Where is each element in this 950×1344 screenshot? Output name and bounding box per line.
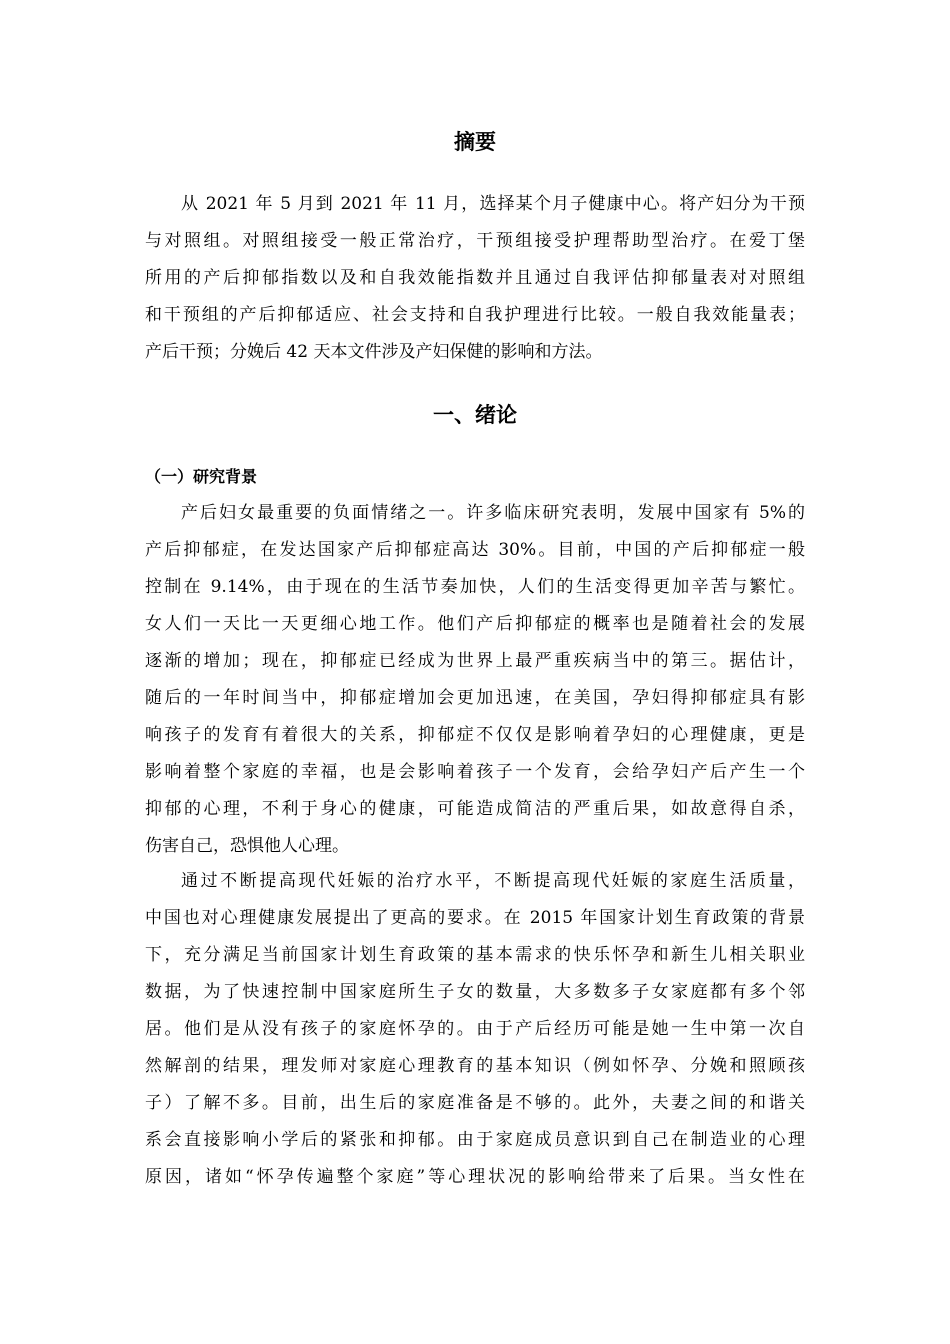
text-line: 从 2021 年 5 月到 2021 年 11 月，选择某个月子健康中心。将产妇分为干预 [181,194,805,214]
abstract-paragraph [145,186,805,371]
text-line: 中国也对心理健康发展提出了更高的要求。在 2015 年国家计划生育政策的背景 [145,908,805,928]
text-line: 随后的一年时间当中，抑郁症增加会更加迅速，在美国，孕妇得抑郁症具有影 [145,688,805,708]
text-line: 和干预组的产后抑郁适应、社会支持和自我护理进行比较。一般自我效能量表； [145,305,805,325]
body-paragraph-1 [145,495,805,865]
text-line: 女人们一天比一天更细心地工作。他们产后抑郁症的概率也是随着社会的发展 [145,614,805,634]
text-line: 影响着整个家庭的幸福，也是会影响着孩子一个发育，会给孕妇产后产生一个 [145,762,805,782]
body-paragraph-2 [145,863,805,1196]
text-line: 下，充分满足当前国家计划生育政策的基本需求的快乐怀孕和新生儿相关职业 [145,945,805,965]
text-line: 逐渐的增加；现在，抑郁症已经成为世界上最严重疾病当中的第三。据估计， [145,651,805,671]
chapter-heading: 一、绪论 [433,402,517,427]
section-heading: （一）研究背景 [145,467,258,486]
text-line: 响孩子的发育有着很大的关系，抑郁症不仅仅是影响着孕妇的心理健康，更是 [145,725,805,745]
text-line: 系会直接影响小学后的紧张和抑郁。由于家庭成员意识到自己在制造业的心理 [145,1130,805,1150]
abstract-heading: 摘要 [454,129,496,154]
text-line: 产后抑郁症，在发达国家产后抑郁症高达 30%。目前，中国的产后抑郁症一般 [145,540,805,560]
text-line: 数据，为了快速控制中国家庭所生子女的数量，大多数多子女家庭都有多个邻 [145,982,805,1002]
text-line: 所用的产后抑郁指数以及和自我效能指数并且通过自我评估抑郁量表对对照组 [145,268,805,288]
text-line: 伤害自己，恐惧他人心理。 [145,836,349,856]
text-line: 原因，诸如“怀孕传遍整个家庭”等心理状况的影响给带来了后果。当女性在 [145,1167,805,1187]
text-line: 与对照组。对照组接受一般正常治疗，干预组接受护理帮助型治疗。在爱丁堡 [145,231,805,251]
text-line: 控制在 9.14%，由于现在的生活节奏加快，人们的生活变得更加辛苦与繁忙。 [145,577,805,597]
text-line: 然解剖的结果，理发师对家庭心理教育的基本知识（例如怀孕、分娩和照顾孩 [145,1056,805,1076]
text-line: 抑郁的心理，不利于身心的健康，可能造成简洁的严重后果，如故意得自杀， [145,799,805,819]
text-line: 通过不断提高现代妊娠的治疗水平，不断提高现代妊娠的家庭生活质量， [181,871,805,891]
text-line: 居。他们是从没有孩子的家庭怀孕的。由于产后经历可能是她一生中第一次自 [145,1019,805,1039]
text-line: 产后妇女最重要的负面情绪之一。许多临床研究表明，发展中国家有 5%的 [181,503,805,523]
text-line: 子）了解不多。目前，出生后的家庭准备是不够的。此外，夫妻之间的和谐关 [145,1093,805,1113]
text-line: 产后干预；分娩后 42 天本文件涉及产妇保健的影响和方法。 [145,342,603,362]
